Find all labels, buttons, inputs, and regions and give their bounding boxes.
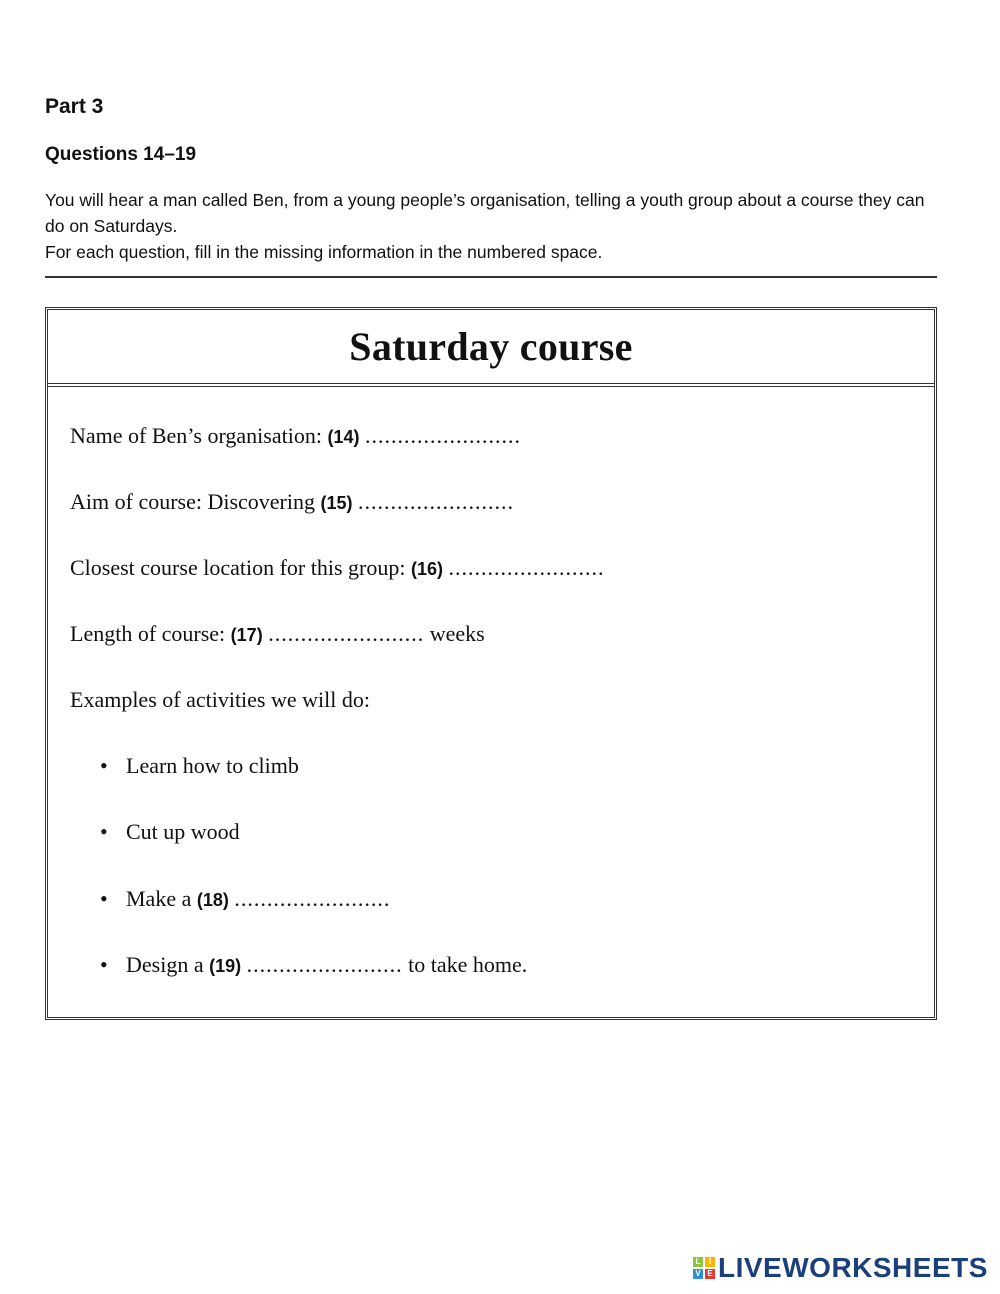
form-item-15 — [70, 489, 514, 515]
activity-label: Make a — [126, 886, 197, 911]
item-label: Closest course location for this group: — [70, 555, 411, 580]
bullet-icon: • — [100, 886, 108, 911]
instruction-line: For each question, fill in the missing information in the numbered space. — [45, 242, 603, 262]
activity-text — [126, 952, 527, 978]
live-logo-icon — [692, 1256, 716, 1280]
question-number: (17) — [230, 625, 263, 645]
liveworksheets-logo — [692, 1252, 988, 1284]
course-form-box — [45, 307, 937, 1020]
activity-text — [126, 886, 390, 912]
form-item-17 — [70, 621, 485, 647]
questions-heading: Questions 14–19 — [45, 144, 197, 165]
bullet-icon: • — [100, 753, 108, 778]
answer-field-16[interactable]: ........................ — [448, 555, 605, 580]
form-header — [48, 310, 934, 387]
form-title: Saturday course — [349, 324, 633, 369]
logo-text: LIVEWORKSHEETS — [718, 1252, 988, 1283]
item-label: Name of Ben’s organisation: — [70, 423, 328, 448]
question-number: (16) — [410, 559, 443, 579]
answer-field-19[interactable]: ........................ — [246, 952, 403, 977]
item-label: Length of course: — [70, 621, 231, 646]
item-suffix: weeks — [424, 621, 485, 646]
question-number: (14) — [327, 427, 360, 447]
activity-suffix: to take home. — [402, 952, 528, 977]
divider — [45, 276, 937, 278]
answer-field-18[interactable]: ........................ — [234, 886, 391, 911]
question-number: (19) — [209, 956, 242, 976]
item-label: Aim of course: Discovering — [70, 489, 321, 514]
logo-letter: I — [705, 1257, 715, 1267]
activity-label: Design a — [126, 952, 210, 977]
activity-text: Learn how to climb — [126, 753, 299, 778]
instructions — [45, 187, 945, 265]
instruction-line: You will hear a man called Ben, from a young people’s organisation, telling a youth group about a course they can do on Saturdays. — [45, 190, 925, 236]
bullet-icon: • — [100, 819, 108, 844]
activity-text: Cut up wood — [126, 819, 240, 844]
logo-letter: E — [705, 1269, 715, 1279]
form-item-16 — [70, 555, 604, 581]
logo-letter: V — [693, 1269, 703, 1279]
answer-field-15[interactable]: ........................ — [358, 489, 515, 514]
question-number: (15) — [320, 493, 353, 513]
answer-field-17[interactable]: ........................ — [268, 621, 425, 646]
part-heading: Part 3 — [45, 95, 104, 118]
answer-field-14[interactable]: ........................ — [364, 423, 521, 448]
logo-letter: L — [693, 1257, 703, 1267]
form-item-14 — [70, 423, 521, 449]
bullet-icon: • — [100, 952, 108, 977]
activities-heading: Examples of activities we will do: — [70, 687, 370, 712]
question-number: (18) — [196, 890, 229, 910]
